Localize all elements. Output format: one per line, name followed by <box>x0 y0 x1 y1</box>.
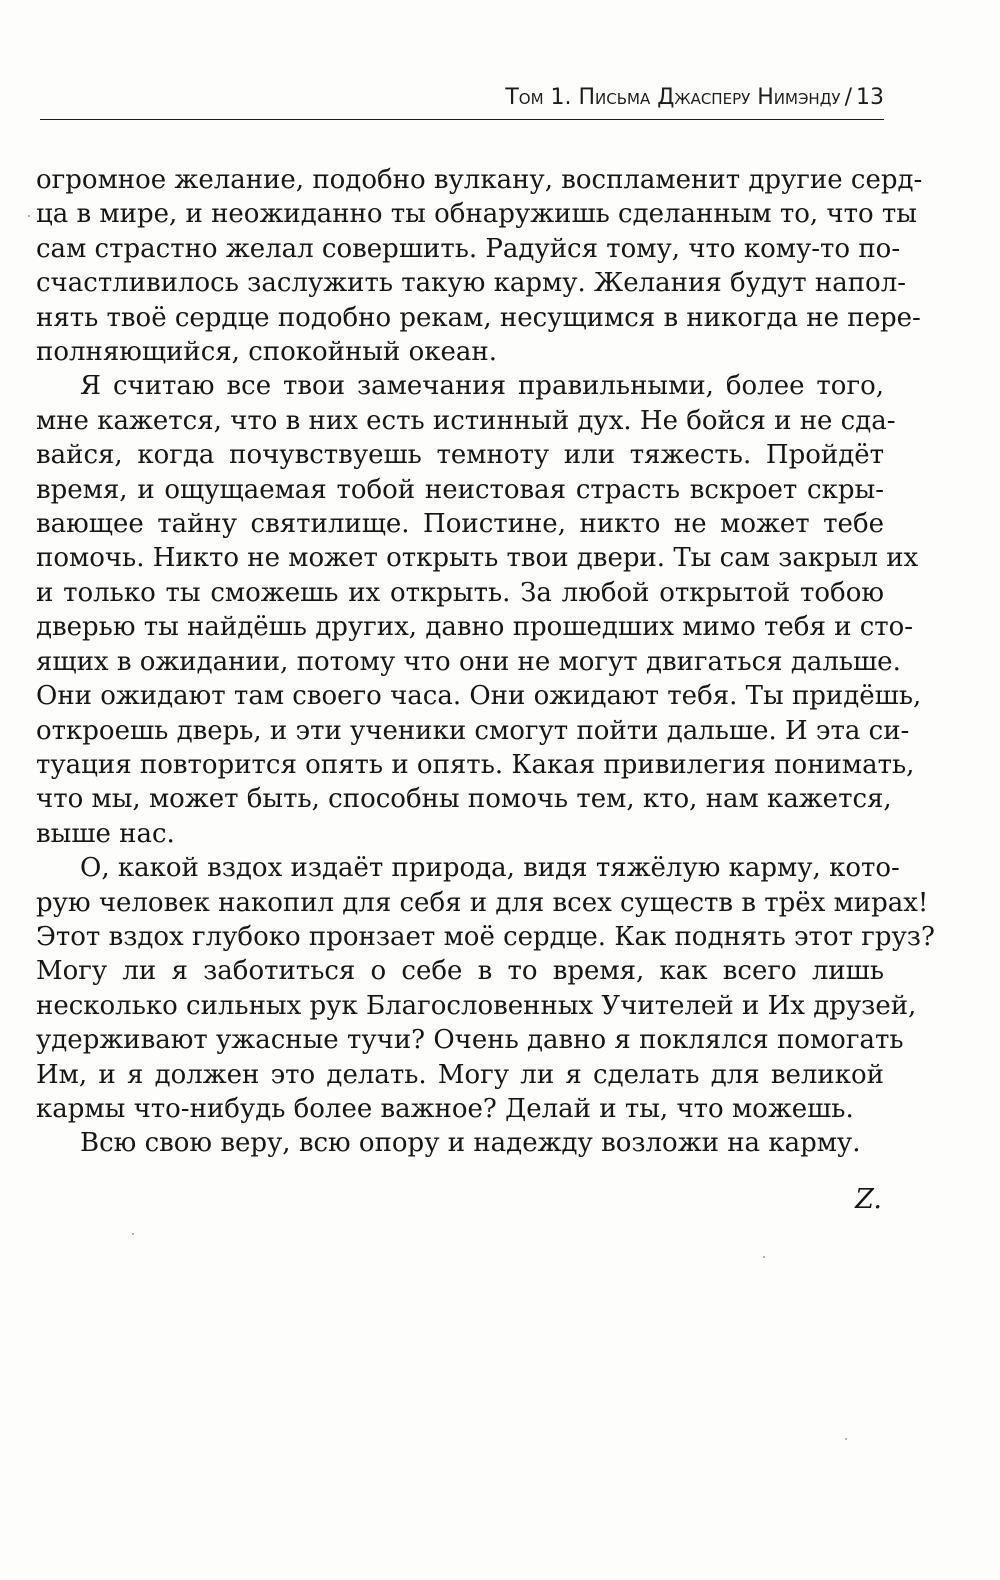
text-line: несколько сильных рук Благословенных Учителей и Их друзей, <box>36 990 917 1021</box>
body-text <box>36 163 935 1161</box>
text-line: огромное желание, подобно вулкану, воспламенит другие серд- <box>36 165 923 195</box>
text-line: Этот вздох глубоко пронзает моё сердце. Как поднять этот груз? <box>36 921 935 952</box>
text-line: ящих в ожидании, потому что они не могут двигаться дальше. <box>36 646 901 677</box>
text-line: О, какой вздох издаёт природа, видя тяжёлую карму, кото- <box>80 853 900 884</box>
text-line: полняющийся, спокойный океан. <box>36 337 497 368</box>
text-line: ца в мире, и неожиданно ты обнаружишь сделанным то, что ты <box>36 199 918 230</box>
text-line: кармы что-нибудь более важное? Делай и ты, что можешь. <box>36 1093 854 1124</box>
book-title: Том 1. Письма Джасперу Нимэнду <box>505 85 841 110</box>
text-line: мне кажется, что в них есть истинный дух. Не бойся и не сда- <box>36 405 896 436</box>
paragraph-1 <box>36 163 923 369</box>
text-line: счастливилось заслужить такую карму. Желания будут напол- <box>36 268 907 299</box>
text-line: нять твоё сердце подобно рекам, несущимся в никогда не пере- <box>36 302 921 333</box>
scan-speck <box>132 1233 134 1235</box>
text-line: помочь. Никто не может открыть твои двери. Ты сам закрыл их <box>36 543 919 574</box>
text-line: удерживают ужасные тучи? Очень давно я поклялся помогать <box>36 1025 904 1056</box>
paragraph-3 <box>36 851 935 1126</box>
signature: Z. <box>855 1184 882 1215</box>
running-header <box>40 80 884 120</box>
text-line: вайся, когда почувствуешь темноту или тяжесть. Пройдёт <box>36 440 884 471</box>
scan-speck <box>845 1438 847 1440</box>
text-line: что мы, может быть, способны помочь тем, кто, нам кажется, <box>36 784 892 815</box>
paragraph-4 <box>36 1126 884 1160</box>
text-line: сам страстно желал совершить. Радуйся тому, что кому-то по- <box>36 233 901 264</box>
text-line: Они ожидают там своего часа. Они ожидают тебя. Ты придёшь, <box>36 681 922 712</box>
text-line: туация повторится опять и опять. Какая привилегия понимать, <box>36 749 915 780</box>
text-line: выше нас. <box>36 818 175 849</box>
header-separator: / <box>844 85 852 110</box>
scan-speck <box>763 1256 765 1258</box>
text-line: Всю свою веру, всю опору и надежду возложи на карму. <box>80 1128 861 1159</box>
scan-speck <box>28 215 30 217</box>
text-line: вающее тайну святилище. Поистине, никто не может тебе <box>36 509 884 540</box>
text-line: Могу ли я заботиться о себе в то время, как всего лишь <box>36 956 884 987</box>
text-line: откроешь дверь, и эти ученики смогут пойти дальше. И эта си- <box>36 715 910 746</box>
text-line: время, и ощущаемая тобой неистовая страсть вскроет скры- <box>36 474 884 505</box>
text-line: Им, и я должен это делать. Могу ли я сделать для великой <box>36 1059 884 1090</box>
text-line: Я считаю все твои замечания правильными, более того, <box>80 371 884 402</box>
page-number: 13 <box>856 85 884 110</box>
text-line: рую человек накопил для себя и для всех существ в трёх мирах! <box>36 887 929 918</box>
text-line: и только ты сможешь их открыть. За любой открытой тобою <box>36 577 884 608</box>
paragraph-2 <box>36 369 922 851</box>
text-line: дверью ты найдёшь других, давно прошедших мимо тебя и сто- <box>36 612 914 643</box>
